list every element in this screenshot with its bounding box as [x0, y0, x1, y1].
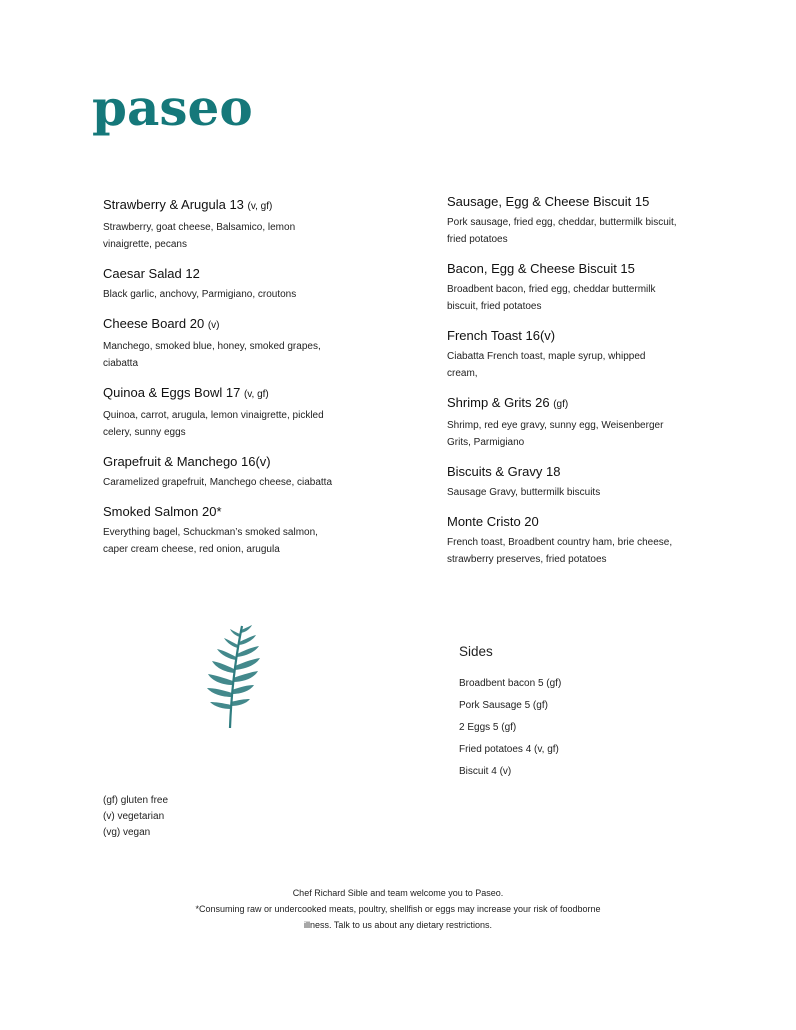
menu-item-title — [447, 513, 747, 531]
menu-item-title — [103, 503, 403, 521]
menu-item-title — [447, 463, 747, 481]
paseo-logo: paseo — [92, 78, 253, 137]
side-item: 2 Eggs 5 (gf) — [459, 722, 517, 733]
menu-item-title — [103, 315, 403, 335]
menu-item-name-price: Caesar Salad 12 — [103, 266, 200, 281]
side-item: Biscuit 4 (v) — [459, 766, 512, 777]
description-line: cream, — [447, 368, 478, 379]
menu-item-name-price: Smoked Salmon 20* — [103, 504, 222, 519]
menu-item — [447, 463, 747, 501]
menu-item-description — [103, 338, 403, 372]
description-line: Broadbent bacon, fried egg, cheddar buttermilk — [447, 284, 656, 295]
menu-item — [103, 315, 403, 372]
menu-item-name-price: Monte Cristo 20 — [447, 514, 539, 529]
description-line: Pork sausage, fried egg, cheddar, buttermilk biscuit, — [447, 217, 677, 228]
description-line: Everything bagel, Schuckman’s smoked salmon, — [103, 527, 318, 538]
legend-item: (gf) gluten free — [103, 795, 169, 806]
sides-heading: Sides — [459, 644, 493, 659]
menu-item — [103, 384, 403, 441]
menu-item-title — [103, 384, 403, 404]
side-item: Broadbent bacon 5 (gf) — [459, 678, 562, 689]
footer-notice — [0, 885, 796, 933]
menu-item-description — [447, 484, 747, 501]
menu-item-title — [447, 193, 747, 211]
footer-line: Chef Richard Sible and team welcome you to Paseo. — [292, 888, 504, 898]
menu-item-name-price: French Toast 16(v) — [447, 328, 556, 343]
menu-item-name-price: Biscuits & Gravy 18 — [447, 464, 561, 479]
footer-line: *Consuming raw or undercooked meats, poultry, shellfish or eggs may increase your risk of foodborne — [195, 904, 601, 914]
menu-item-name-price: Strawberry & Arugula 13 — [103, 197, 244, 212]
description-line: Shrimp, red eye gravy, sunny egg, Weisenberger — [447, 420, 664, 431]
menu-item — [447, 260, 747, 315]
menu-item-name-price: Cheese Board 20 — [103, 316, 205, 331]
menu-item — [103, 196, 403, 253]
menu-item — [447, 394, 747, 451]
menu-item — [447, 193, 747, 248]
legend-item: (vg) vegan — [103, 827, 151, 838]
description-line: strawberry preserves, fried potatoes — [447, 554, 607, 565]
description-line: celery, sunny eggs — [103, 427, 186, 438]
menu-item — [103, 265, 403, 303]
menu-item-name-price: Bacon, Egg & Cheese Biscuit 15 — [447, 261, 635, 276]
menu-item-name-price: Grapefruit & Manchego 16(v) — [103, 454, 271, 469]
menu-item-description — [103, 286, 403, 303]
description-line: Strawberry, goat cheese, Balsamico, lemon — [103, 222, 296, 233]
menu-item-description — [103, 407, 403, 441]
description-line: caper cream cheese, red onion, arugula — [103, 544, 280, 555]
description-line: Caramelized grapefruit, Manchego cheese, ciabatta — [103, 477, 333, 488]
menu-column-right — [447, 193, 747, 580]
sides-section — [459, 643, 561, 783]
description-line: fried potatoes — [447, 234, 508, 245]
menu-item-dietary-note: (v) — [207, 320, 220, 331]
menu-item-description — [447, 214, 747, 248]
menu-item-title — [447, 327, 747, 345]
description-line: vinaigrette, pecans — [103, 239, 187, 250]
menu-item-description — [447, 281, 747, 315]
menu-item-title — [447, 394, 747, 414]
menu-item-description — [447, 534, 747, 568]
menu-item-description — [103, 524, 403, 558]
description-line: Black garlic, anchovy, Parmigiano, croutons — [103, 289, 297, 300]
description-line: Quinoa, carrot, arugula, lemon vinaigrette, pickled — [103, 410, 324, 421]
menu-item-description — [447, 348, 747, 382]
side-item: Fried potatoes 4 (v, gf) — [459, 744, 559, 755]
menu-item-dietary-note: (gf) — [553, 399, 569, 410]
description-line: ciabatta — [103, 358, 139, 369]
menu-item-title — [103, 196, 403, 216]
menu-item-description — [103, 219, 403, 253]
description-line: Manchego, smoked blue, honey, smoked grapes, — [103, 341, 321, 352]
fern-icon — [190, 620, 270, 730]
description-line: Sausage Gravy, buttermilk biscuits — [447, 487, 601, 498]
menu-item — [103, 503, 403, 558]
description-line: biscuit, fried potatoes — [447, 301, 542, 312]
menu-item — [447, 513, 747, 568]
description-line: French toast, Broadbent country ham, brie cheese, — [447, 537, 673, 548]
description-line: Grits, Parmigiano — [447, 437, 525, 448]
menu-item-title — [447, 260, 747, 278]
menu-column-left — [103, 196, 403, 570]
menu-item-name-price: Quinoa & Eggs Bowl 17 — [103, 385, 241, 400]
menu-item-name-price: Shrimp & Grits 26 — [447, 395, 550, 410]
menu-item-title — [103, 265, 403, 283]
legend-item: (v) vegetarian — [103, 811, 165, 822]
side-item: Pork Sausage 5 (gf) — [459, 700, 548, 711]
footer-line: illness. Talk to us about any dietary restrictions. — [304, 920, 492, 930]
menu-item-description — [103, 474, 403, 491]
menu-item-name-price: Sausage, Egg & Cheese Biscuit 15 — [447, 194, 650, 209]
menu-item — [447, 327, 747, 382]
description-line: Ciabatta French toast, maple syrup, whipped — [447, 351, 646, 362]
menu-item-description — [447, 417, 747, 451]
menu-item-dietary-note: (v, gf) — [243, 389, 269, 400]
menu-item-dietary-note: (v, gf) — [247, 201, 273, 212]
menu-item — [103, 453, 403, 491]
dietary-legend — [103, 793, 168, 841]
menu-item-title — [103, 453, 403, 471]
